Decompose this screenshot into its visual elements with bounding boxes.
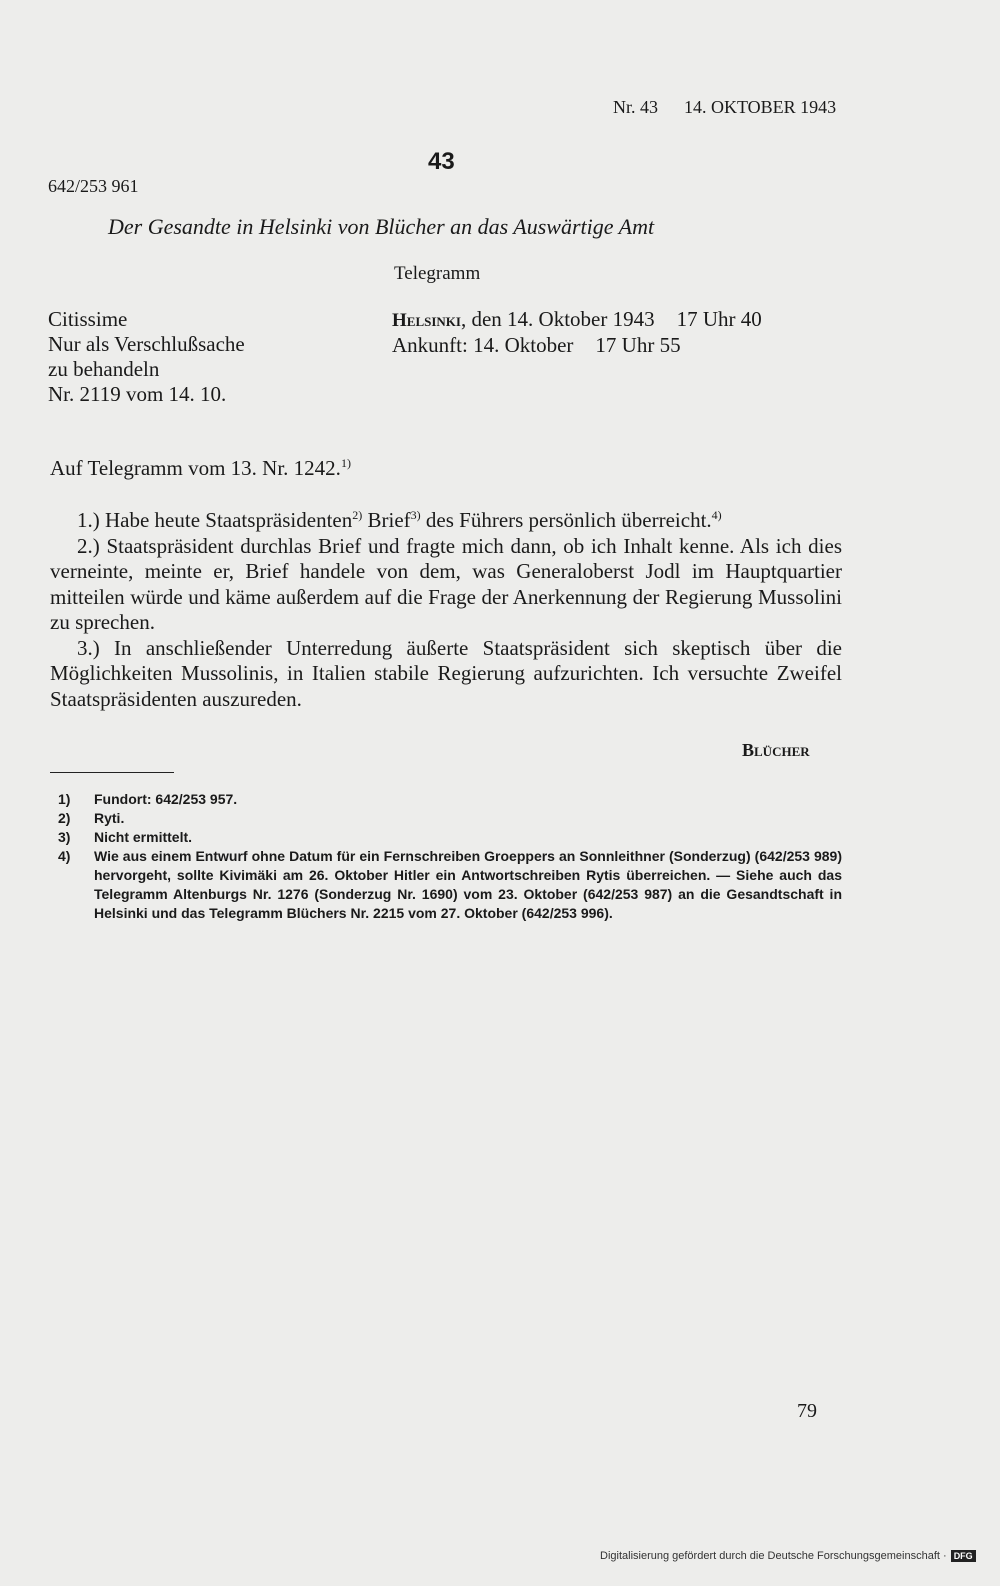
footnote [58, 790, 842, 809]
footnote [58, 847, 842, 923]
footnote [58, 828, 842, 847]
footnote-mark: 3) [58, 829, 71, 845]
digitization-note [600, 1550, 976, 1562]
footnote-text: Wie aus einem Entwurf ohne Datum für ein Fernschreiben Groeppers an Sonnleithner (Sonderzug) (642/253 989) hervorgeht, sollte Kivimäki am 26. Oktober Hitler ein Antwortschreiben Rytis überreichen. — Siehe auch das Telegramm Altenburgs Nr. 1276 (Sonderzug Nr. 1690) vom 23. Oktober (642/253 987) an die Gesandtschaft in Helsinki und das Telegramm Blüchers Nr. 2215 vom 27. Oktober (642/253 996). [94, 848, 842, 921]
arrival-time: 17 Uhr 55 [595, 333, 681, 357]
classification-line: Citissime [48, 307, 128, 331]
footnote-text: Fundort: 642/253 957. [94, 791, 238, 807]
intro-text: Auf Telegramm vom 13. Nr. 1242. [50, 456, 341, 480]
signature: Blücher [742, 740, 810, 760]
page-number: 79 [797, 1400, 817, 1422]
document-number: 43 [428, 148, 455, 175]
footnote-ref: 4) [711, 508, 722, 522]
classification-line: zu behandeln [48, 357, 160, 381]
footnote-ref: 2) [352, 508, 363, 522]
footnote-ref: 1) [340, 456, 351, 470]
paragraph-text: 1.) Habe heute Staatspräsidenten [77, 508, 353, 532]
dispatch-date: , den 14. Oktober 1943 [460, 307, 655, 331]
document-title: Der Gesandte in Helsinki von Blücher an das Auswärtige Amt [108, 214, 655, 239]
document-subtitle: Telegramm [394, 263, 481, 284]
footnote-mark: 4) [58, 848, 71, 864]
footnote-ref: 3) [410, 508, 421, 522]
footnote-text: Ryti. [94, 810, 125, 826]
footnote-mark: 1) [58, 791, 71, 807]
file-number: 642/253 961 [48, 176, 139, 196]
header-doc-label: Nr. 43 [613, 97, 658, 117]
dispatch-block [392, 307, 762, 358]
dispatch-place: Helsinki [392, 310, 461, 331]
footnotes [58, 790, 842, 923]
telegram-body [50, 508, 842, 712]
intro-line [50, 456, 351, 481]
classification-line: Nr. 2119 vom 14. 10. [48, 382, 227, 406]
footnote-text: Nicht ermittelt. [94, 829, 193, 845]
paragraph-3: 3.) In anschließender Unterredung äußerte Staatspräsident sich skeptisch über die Möglichkeiten Mussolinis, in Italien stabile Regierung aufzurichten. Ich versuchte Zweifel Staatspräsidenten auszureden. [50, 635, 842, 711]
dfg-logo: DFG [951, 1550, 976, 1562]
classification-block [48, 307, 378, 407]
header-date: 14. OKTOBER 1943 [684, 97, 837, 117]
footnote-mark: 2) [58, 810, 71, 826]
running-header [613, 97, 836, 118]
dispatch-time: 17 Uhr 40 [676, 307, 762, 331]
classification-line: Nur als Verschlußsache [48, 332, 245, 356]
paragraph-text: Brief [362, 508, 411, 532]
paragraph-1 [50, 508, 842, 534]
arrival-date: Ankunft: 14. Oktober [392, 333, 574, 357]
footnote-divider [50, 772, 174, 773]
paragraph-text: des Führers persönlich überreicht. [420, 508, 712, 532]
footnote [58, 809, 842, 828]
dispatch-line [392, 307, 762, 333]
digitization-text: Digitalisierung gefördert durch die Deutsche Forschungsgemeinschaft · [600, 1550, 947, 1562]
arrival-line [392, 333, 762, 358]
paragraph-2: 2.) Staatspräsident durchlas Brief und fragte mich dann, ob ich Inhalt kenne. Als ich dies verneinte, meinte er, Brief handele von dem, was Generaloberst Jodl im Hauptquartier mitteilen würde und käme außerdem auf die Frage der Anerkennung der Regierung Mussolini zu sprechen. [50, 533, 842, 634]
